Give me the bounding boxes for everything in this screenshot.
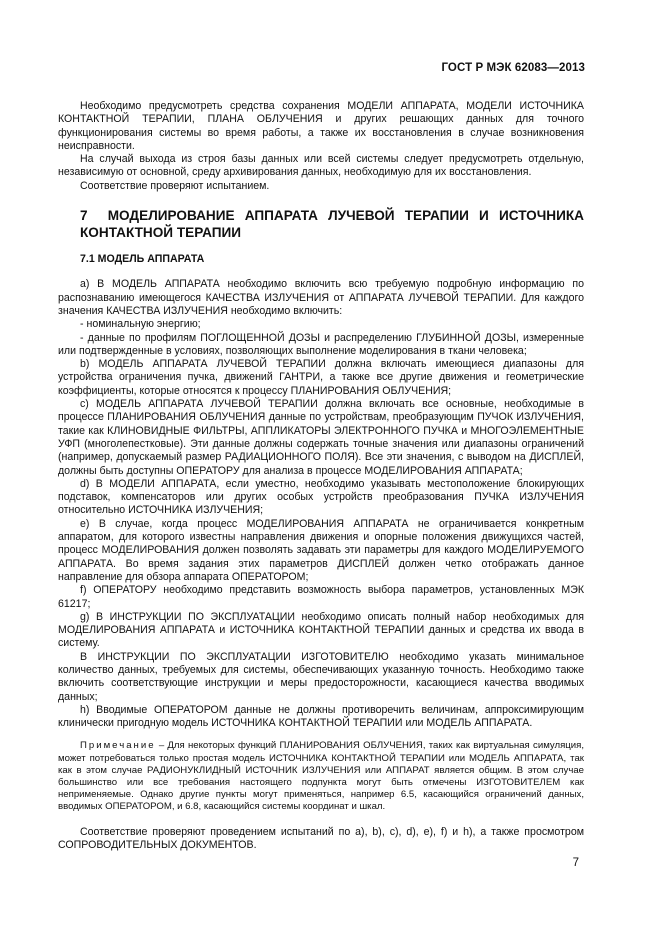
intro-paragraph: Соответствие проверяют испытанием. (80, 179, 270, 192)
section-title: МОДЕЛИРОВАНИЕ АППАРАТА ЛУЧЕВОЙ ТЕРАПИИ И ИСТОЧНИКА КОНТАКТНОЙ ТЕРАПИИ (80, 208, 584, 240)
standard-header: ГОСТ Р МЭК 62083—2013 (441, 62, 585, 74)
requirement-item: a) В МОДЕЛЬ АППАРАТА необходимо включить всю требуемую подробную информацию по распознаванию имеющегося КАЧЕСТВА ИЗЛУЧЕНИЯ от АППАРАТА ЛУЧЕВОЙ ТЕРАПИИ. Для каждого значения КАЧЕСТВА ИЗЛУЧЕНИЯ необходимо включить: (58, 278, 584, 317)
intro-paragraph: На случай выхода из строя базы данных или всей системы следует предусмотреть отдельную, независимую от основной, среду архивирования данных, необходимую для их восстановления. (58, 153, 584, 179)
requirement-item: В ИНСТРУКЦИИ ПО ЭКСПЛУАТАЦИИ ИЗГОТОВИТЕЛЮ необходимо указать минимальное количество данных, требуемых для системы, обеспечивающих указанную точность. Необходимо также включить соответствующие инструкции и меры предосторожности, касающиеся качества вводимых данных; (58, 650, 584, 703)
compliance-block (58, 826, 584, 853)
intro-paragraph: Необходимо предусмотреть средства сохранения МОДЕЛИ АППАРАТА, МОДЕЛИ ИСТОЧНИКА КОНТАКТНОЙ ТЕРАПИИ, ПЛАНА ОБЛУЧЕНИЯ и других решающих данных для точного функционирования системы во время работы, а также их восстановления в случае возникновения неисправности. (58, 100, 584, 152)
page-number: 7 (572, 857, 579, 869)
section-number: 7 (80, 208, 88, 224)
requirement-item: - данные по профилям ПОГЛОЩЕННОЙ ДОЗЫ и распределению ГЛУБИННОЙ ДОЗЫ, измеренные или подтвержденные в условиях, позволяющих выполнение моделирования в ткани человека; (58, 331, 584, 357)
requirement-item: d) В МОДЕЛИ АППАРАТА, если уместно, необходимо указывать местоположение блокирующих подставок, компенсаторов или других особых устройств преобразования ПУЧКА ИЗЛУЧЕНИЯ относительно ИСТОЧНИКА ИЗЛУЧЕНИЯ; (58, 477, 584, 517)
note-text: – Для некоторых функций ПЛАНИРОВАНИЯ ОБЛУЧЕНИЯ, таких как виртуальная симуляция, может потребоваться только простая модель ИСТОЧНИКА КОНТАКТНОЙ ТЕРАПИИ или МОДЕЛЬ АППАРАТА, так как в этом случае РАДИОНУКЛИДНЫЙ ИСТОЧНИК ИЗЛУЧЕНИЯ или АППАРАТ является общим. В этом случае большинство или все требования настоящего подпункта могут быть отмечены ИЗГОТОВИТЕЛЕМ как неприменяемые. Однако другие пункты могут применяться, например 6.5, касающийся ограничений данных, вводимых ОПЕРАТОРОМ, и 6.8, касающийся системы координат и шкал. (58, 740, 584, 813)
note-paragraph (58, 740, 584, 813)
subsection-heading: 7.1 МОДЕЛЬ АППАРАТА (80, 253, 205, 266)
requirement-item: b) МОДЕЛЬ АППАРАТА ЛУЧЕВОЙ ТЕРАПИИ должна включать имеющиеся диапазоны для устройства ограничения пучка, движений ГАНТРИ, а также все другие движения и геометрические коэффициенты, которые относятся к процессу ПЛАНИРОВАНИЯ ОБЛУЧЕНИЯ; (58, 358, 584, 397)
requirement-item: f) ОПЕРАТОРУ необходимо представить возможность выбора параметров, установленных МЭК 61217; (58, 584, 584, 610)
section-heading (58, 208, 584, 241)
compliance-paragraph: Соответствие проверяют проведением испытаний по a), b), c), d), e), f) и h), а также просмотром СОПРОВОДИТЕЛЬНЫХ ДОКУМЕНТОВ. (58, 825, 584, 851)
requirement-item: e) В случае, когда процесс МОДЕЛИРОВАНИЯ АППАРАТА не ограничивается конкретным аппаратом, для которого известны направления движения и опорные положения движущихся частей, процесс МОДЕЛИРОВАНИЯ должен позволять задавать эти параметры для каждого МОДЕЛИРУЕМОГО АППАРАТА. Во время задания этих параметров ДИСПЛЕЙ должен четко отображать данное направление для обзора аппарата ОПЕРАТОРОМ; (58, 517, 584, 583)
requirement-item: g) В ИНСТРУКЦИИ ПО ЭКСПЛУАТАЦИИ необходимо описать полный набор необходимых для МОДЕЛИРОВАНИЯ АППАРАТА и ИСТОЧНИКА КОНТАКТНОЙ ТЕРАПИИ данных и средства их ввода в систему. (58, 610, 584, 650)
requirement-item: c) МОДЕЛЬ АППАРАТА ЛУЧЕВОЙ ТЕРАПИИ должна включать все основные, необходимые в процессе ПЛАНИРОВАНИЯ ОБЛУЧЕНИЯ данные по устройствам, преобразующим ПУЧОК ИЗЛУЧЕНИЯ, такие как КЛИНОВИДНЫЕ ФИЛЬТРЫ, АППЛИКАТОРЫ ЭЛЕКТРОННОГО ПУЧКА и МНОГОЭЛЕМЕНТНЫЕ УФП (многолепестковые). Эти данные должны содержать точные значения или диапазоны ограничений (например, допускаемый размер РАДИАЦИОННОГО ПОЛЯ). Все эти значения, с выводом на ДИСПЛЕЙ, должны быть доступны ОПЕРАТОРУ для анализа в процессе МОДЕЛИРОВАНИЯ АППАРАТА; (58, 398, 584, 477)
note-label: Примечание (80, 740, 156, 752)
requirement-item: - номинальную энергию; (80, 318, 201, 331)
requirement-item: h) Вводимые ОПЕРАТОРОМ данные не должны противоречить величинам, аппроксимирующим клинически пригодную модель ИСТОЧНИКА КОНТАКТНОЙ ТЕРАПИИ или МОДЕЛЬ АППАРАТА. (58, 703, 584, 730)
page-body (58, 100, 584, 852)
note-block (58, 740, 584, 813)
